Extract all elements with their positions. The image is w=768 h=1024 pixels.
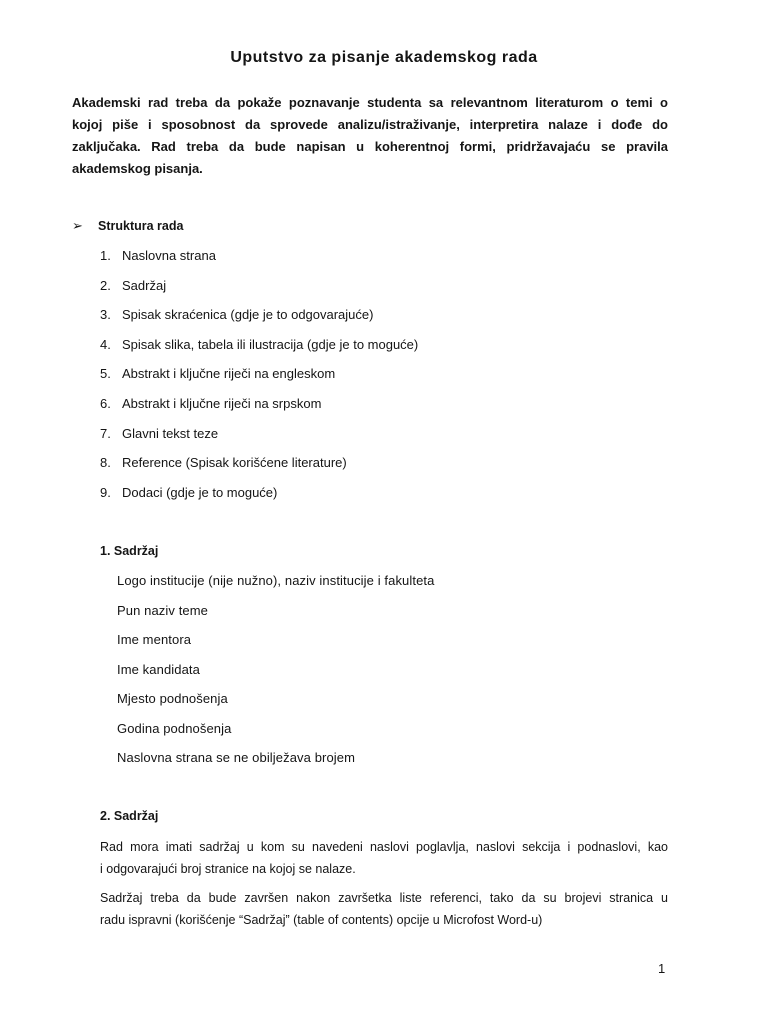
paragraph-line: i odgovarajući broj stranice na kojoj se nalaze. [100,862,356,876]
list-item: Naslovna strana se ne obilježava brojem [117,750,356,765]
list-item: Pun naziv teme [117,602,209,618]
item-number: 3. [100,307,111,323]
paragraph-line: radu ispravni (korišćenje “Sadržaj” (table of contents) opcije u Microfost Word-u) [100,913,543,927]
item-number: 4. [100,336,111,352]
section2-paragraph [100,836,668,880]
paragraph-line: Sadržaj treba da bude završen nakon završetka liste referenci, tako da su brojevi stranica u [100,891,668,905]
paragraph-line: Rad mora imati sadržaj u kom su navedeni naslovi poglavlja, naslovi sekcija i podnaslovi, kao [100,840,668,854]
list-item: Godina podnošenja [117,720,232,736]
section2-paragraph [100,887,668,931]
item-text: Naslovna strana [122,248,216,263]
intro-line: akademskog pisanja. [72,161,203,176]
list-item: Mjesto podnošenja [117,691,228,706]
item-text: Dodaci (gdje je to moguće) [122,484,278,500]
section1-list [117,566,434,773]
item-text: Spisak skraćenica (gdje je to odgovarajuće) [122,307,374,323]
document-title: Uputstvo za pisanje akademskog rada [230,49,538,66]
intro-line: kojoj piše i sposobnost da sprovede analizu/istraživanje, interpretira nalaze i dođe do [72,117,668,132]
list-item [100,478,418,508]
structure-heading-label: Struktura rada [98,219,184,233]
item-number: 8. [100,455,111,471]
list-item [100,359,418,389]
list-item: Ime mentora [117,632,192,647]
arrow-bullet-icon: ➢ [72,219,83,234]
item-text: Glavni tekst teze [122,425,219,441]
list-item [100,448,418,478]
item-number: 9. [100,484,111,500]
item-number: 6. [100,395,111,411]
list-item [100,271,418,301]
item-number: 5. [100,366,111,382]
item-text: Sadržaj [122,277,167,293]
intro-line: zaključaka. Rad treba da bude napisan u koherentnoj formi, pridržavajaću se pravila [72,139,668,154]
structure-list [100,241,418,507]
list-item [100,330,418,360]
item-number: 2. [100,277,111,293]
structure-heading [72,215,183,238]
item-text: Spisak slika, tabela ili ilustracija (gdje je to moguće) [122,336,419,352]
section1-heading: 1. Sadržaj [100,544,159,558]
intro-paragraph [72,92,668,180]
list-item [100,300,418,330]
list-item: Ime kandidata [117,661,200,677]
item-number: 7. [100,425,111,441]
item-text: Abstrakt i ključne riječi na engleskom [122,366,336,382]
section2-heading: 2. Sadržaj [100,809,159,823]
item-number: 1. [100,248,111,263]
list-item [100,419,418,449]
item-text: Abstrakt i ključne riječi na srpskom [122,395,322,411]
item-text: Reference (Spisak korišćene literature) [122,455,347,471]
list-item: Logo institucije (nije nužno), naziv institucije i fakulteta [117,573,435,588]
list-item [100,389,418,419]
list-item [100,241,418,271]
page-number: 1 [658,961,666,976]
intro-line: Akademski rad treba da pokaže poznavanje studenta sa relevantnom literaturom o temi o [72,95,668,110]
